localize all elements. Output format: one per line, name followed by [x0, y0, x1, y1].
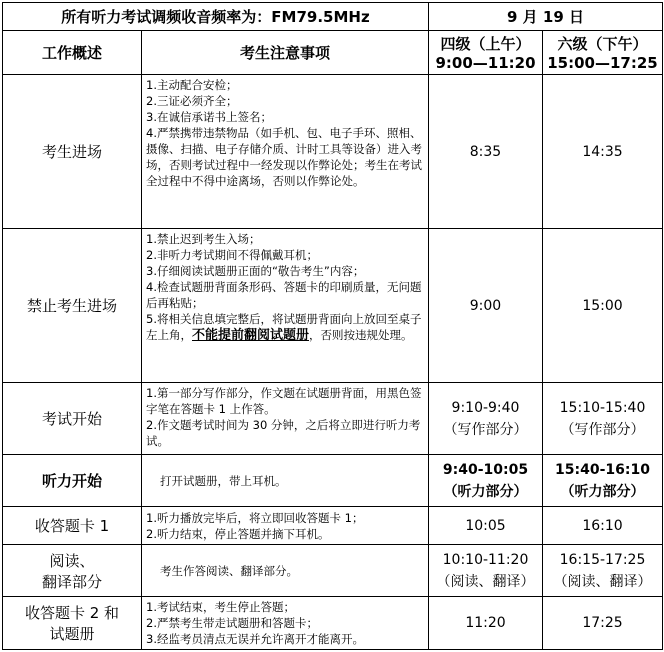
- row-name: 考试开始: [3, 383, 142, 455]
- note-text: 5.将相关信息填完整后，将试题册背面向上放回至桌子左上角，: [146, 312, 422, 342]
- row-name: [3, 597, 142, 650]
- time-part: （听力部分）: [560, 483, 645, 500]
- row-name-line: 阅读、: [49, 551, 95, 570]
- table-row: [3, 507, 663, 545]
- row-name-line: 收答题卡 2 和: [24, 604, 120, 622]
- note-item: 3.在诚信承诺书上签名；: [146, 110, 272, 124]
- row-notes: [142, 455, 429, 507]
- cet6-time: 17:25: [543, 597, 663, 650]
- note-text: ，否则按违规处理。: [309, 328, 413, 342]
- table-row: [3, 75, 663, 229]
- row-name: 禁止考生进场: [3, 229, 142, 383]
- time-part: （写作部分）: [443, 421, 528, 438]
- time-part: （听力部分）: [443, 483, 528, 500]
- cet6-time: 15:00: [543, 229, 663, 383]
- time-value: 15:10-15:40: [559, 399, 646, 416]
- cet4-time: [429, 383, 543, 455]
- note-item: 打开试题册，带上耳机。: [160, 473, 287, 488]
- row-name: 听力开始: [3, 455, 142, 507]
- cet4-time: [429, 545, 543, 597]
- table-row: [3, 597, 663, 650]
- cet6-time: [543, 545, 663, 597]
- table-row: [3, 545, 663, 597]
- cet6-time: [543, 455, 663, 507]
- time-value: 15:40-16:10: [555, 461, 650, 478]
- cet4-label: 四级（上午）: [440, 35, 531, 53]
- time-value: 16:15-17:25: [559, 551, 646, 568]
- cet6-time-range: 15:00—17:25: [547, 54, 658, 72]
- column-overview: 工作概述: [3, 31, 142, 75]
- row-name-line: 试题册: [49, 625, 95, 643]
- note-item: 2.作文题考试时间为 30 分钟，之后将立即进行听力考试。: [146, 418, 421, 448]
- row-notes: [142, 597, 429, 650]
- row-name: [3, 545, 142, 597]
- note-item: 4.检查试题册背面条形码、答题卡的印刷质量，无问题后再粘贴；: [146, 280, 422, 310]
- cet4-time-range: 9:00—11:20: [435, 54, 536, 72]
- cet4-time: 9:00: [429, 229, 543, 383]
- note-emphasis: 不能提前翻阅试题册: [192, 328, 310, 343]
- note-item: 2.三证必须齐全；: [146, 94, 238, 108]
- exam-date: 9 月 19 日: [429, 3, 663, 31]
- cet6-label: 六级（下午）: [557, 35, 648, 53]
- cet4-time: 10:05: [429, 507, 543, 545]
- note-item: 1.主动配合安检；: [146, 78, 238, 92]
- time-part: （写作部分）: [560, 421, 645, 438]
- cet6-time: 16:10: [543, 507, 663, 545]
- note-item: 1.考试结束，考生停止答题；: [146, 600, 295, 614]
- time-part: （阅读、翻译）: [553, 573, 652, 590]
- row-notes: [142, 507, 429, 545]
- time-part: （阅读、翻译）: [436, 573, 535, 590]
- note-item: 3.经监考员清点无误并允许离开才能离开。: [146, 632, 364, 646]
- note-item: 1.禁止迟到考生入场；: [146, 232, 261, 246]
- note-item: 1.第一部分写作部分，作文题在试题册背面，用黑色签字笔在答题卡 1 上作答。: [146, 386, 422, 416]
- table-row: [3, 383, 663, 455]
- note-item: 1.听力播放完毕后，将立即回收答题卡 1；: [146, 510, 364, 525]
- note-item: 3.仔细阅读试题册正面的“敬告考生”内容；: [146, 264, 365, 278]
- column-notes: 考生注意事项: [142, 31, 429, 75]
- note-item: 考生作答阅读、翻译部分。: [160, 563, 298, 578]
- column-cet4: [429, 31, 543, 75]
- cet4-time: [429, 455, 543, 507]
- row-name: 收答题卡 1: [3, 507, 142, 545]
- note-item: 2.严禁考生带走试题册和答题卡；: [146, 616, 318, 630]
- note-item: [146, 311, 424, 344]
- table-row: [3, 455, 663, 507]
- row-notes: [142, 229, 429, 383]
- frequency-title: 所有听力考试调频收音频率为：FM79.5MHz: [3, 3, 429, 31]
- row-notes: [142, 545, 429, 597]
- time-value: 9:10-9:40: [451, 399, 520, 416]
- row-name-line: 翻译部分: [41, 572, 102, 591]
- exam-schedule-table: [2, 2, 663, 650]
- cet6-time: 14:35: [543, 75, 663, 229]
- time-value: 10:10-11:20: [442, 551, 529, 568]
- row-notes: [142, 75, 429, 229]
- row-notes: [142, 383, 429, 455]
- cet6-time: [543, 383, 663, 455]
- note-item: 2.听力结束，停止答题并摘下耳机。: [146, 526, 330, 541]
- note-item: 2.非听力考试期间不得佩戴耳机；: [146, 248, 318, 262]
- cet4-time: 8:35: [429, 75, 543, 229]
- row-name: 考生进场: [3, 75, 142, 229]
- column-cet6: [543, 31, 663, 75]
- note-item: 4.严禁携带违禁物品（如手机、包、电子手环、照相、摄像、扫描、电子存储介质、计时工具等设备）进入考场，否则考试过程中一经发现以作弊论处；考生在考试全过程中不得中途离场，否则以作弊论处。: [146, 126, 422, 188]
- cet4-time: 11:20: [429, 597, 543, 650]
- table-row: [3, 229, 663, 383]
- time-value: 9:40-10:05: [442, 461, 529, 478]
